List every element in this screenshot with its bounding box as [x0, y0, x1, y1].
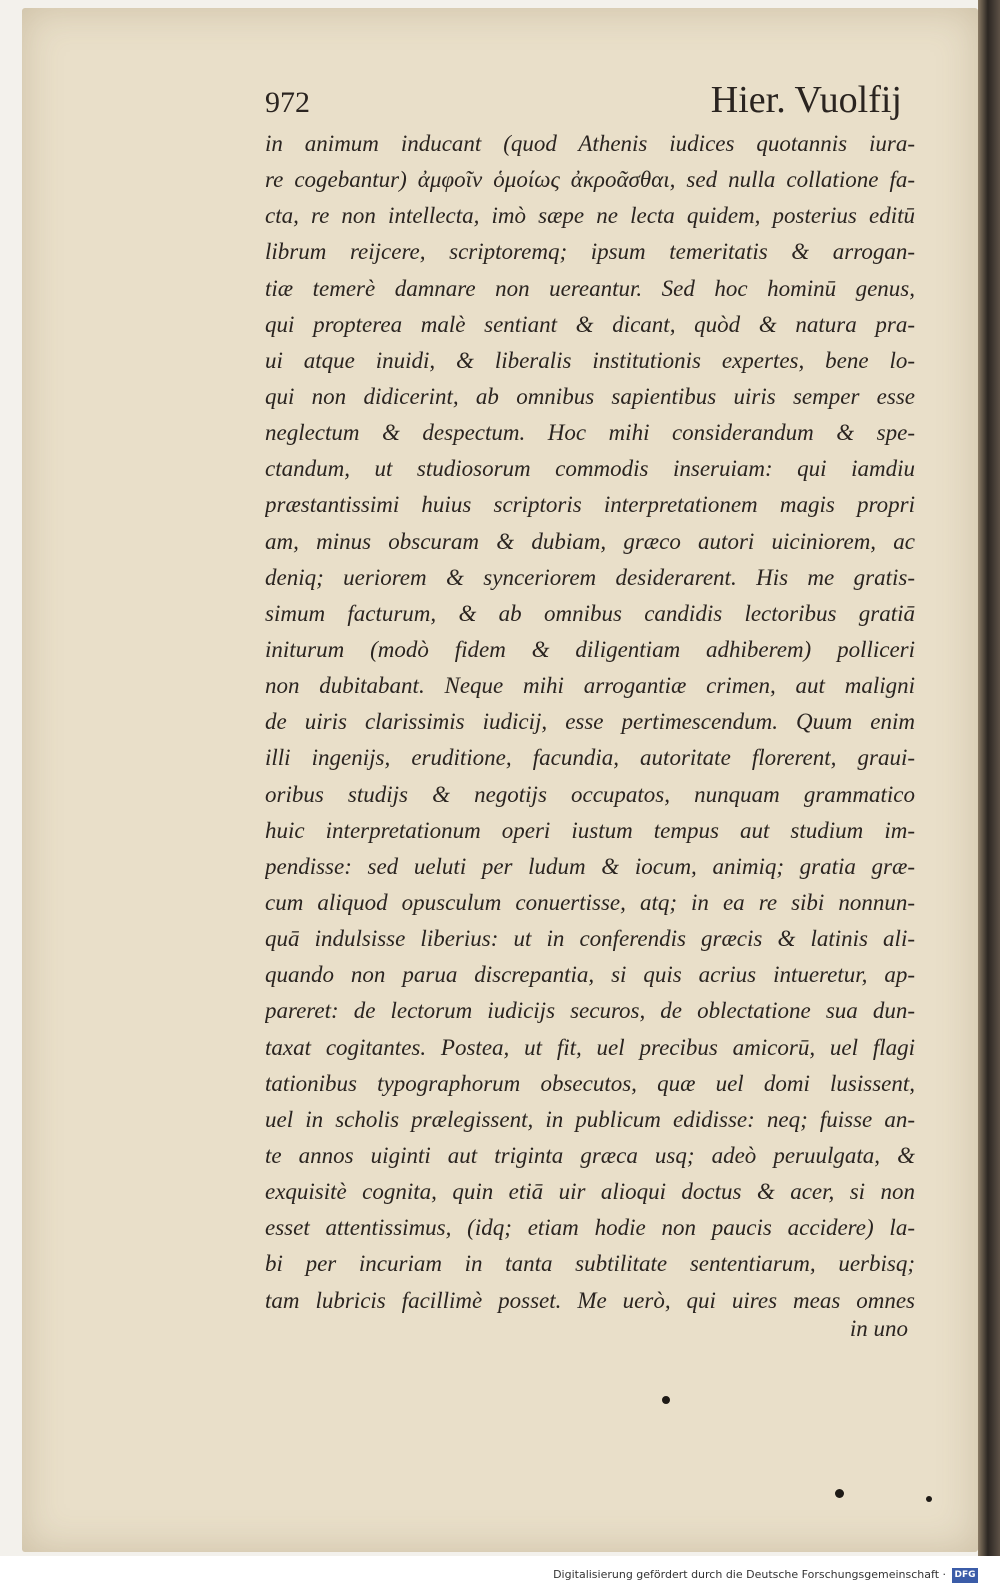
text-line: illi ingenijs, eruditione, facundia, autoritate florerent, graui-	[265, 745, 915, 771]
text-line: quando non parua discrepantia, si quis acrius intueretur, ap-	[265, 962, 915, 988]
page-number: 972	[265, 86, 310, 119]
running-head: Hier. Vuolfij	[710, 79, 902, 121]
text-line: de uiris clarissimis iudicij, esse pertimescendum. Quum enim	[265, 709, 915, 735]
body-text	[265, 126, 915, 1319]
text-line: simum facturum, & ab omnibus candidis lectoribus gratiā	[265, 600, 915, 626]
text-line: initurum (modò fidem & diligentiam adhiberem) polliceri	[265, 636, 915, 662]
ink-spot	[662, 1396, 670, 1404]
text-line: qui propterea malè sentiant & dicant, quòd & natura pra-	[265, 311, 915, 337]
text-line: ui atque inuidi, & liberalis institutionis expertes, bene lo-	[265, 347, 915, 373]
dfg-logo: DFG	[952, 1568, 978, 1583]
text-line: tiæ temerè damnare non uereantur. Sed hoc hominū genus,	[265, 275, 915, 301]
ink-spot	[835, 1489, 844, 1498]
text-line: præstantissimi huius scriptoris interpretationem magis propri	[265, 492, 915, 518]
text-line: in animum inducant (quod Athenis iudices quotannis iura-	[265, 131, 915, 156]
text-line: deniq; ueriorem & synceriorem desiderarent. His me gratis-	[265, 564, 915, 590]
text-line: huic interpretationum operi iustum tempus aut studium im-	[265, 817, 915, 843]
text-line: cum aliquod opusculum conuertisse, atq; in ea re sibi nonnun-	[265, 889, 915, 915]
book-binding-edge	[978, 0, 1000, 1556]
text-line: oribus studijs & negotijs occupatos, nunquam grammatico	[265, 781, 915, 807]
text-line: taxat cogitantes. Postea, ut fit, uel precibus amicorū, uel flagi	[265, 1034, 915, 1060]
text-line: neglectum & despectum. Hoc mihi considerandum & spe-	[265, 420, 915, 446]
text-line: esset attentissimus, (idq; etiam hodie non paucis accidere) la-	[265, 1215, 915, 1241]
text-line: ctandum, ut studiosorum commodis inseruiam: qui iamdiu	[265, 456, 915, 482]
text-line: bi per incuriam in tanta subtilitate sententiarum, uerbisq;	[265, 1251, 915, 1277]
page-header	[265, 78, 902, 126]
footer-credit: Digitalisierung gefördert durch die Deutsche Forschungsgemeinschaft ·	[553, 1568, 946, 1581]
text-line: am, minus obscuram & dubiam, græco autori uiciniorem, ac	[265, 528, 915, 554]
footer-bar	[0, 1556, 1000, 1592]
text-line: uel in scholis prælegissent, in publicum edidisse: neq; fuisse an-	[265, 1106, 915, 1132]
text-line: te annos uiginti aut triginta græca usq; adeò peruulgata, &	[265, 1142, 915, 1168]
text-line: tam lubricis facillimè posset. Me uerò, qui uires meas omnes	[265, 1287, 915, 1313]
text-line: exquisitè cognita, quin etiā uir alioqui doctus & acer, si non	[265, 1179, 915, 1205]
catchword: in uno	[849, 1316, 908, 1341]
text-line: pareret: de lectorum iudicijs securos, de oblectatione sua dun-	[265, 998, 915, 1024]
text-line: non dubitabant. Neque mihi arrogantiæ crimen, aut maligni	[265, 673, 915, 699]
text-line: librum reijcere, scriptoremq; ipsum temeritatis & arrogan-	[265, 239, 915, 265]
text-line: re cogebantur) ἀμφοῖν ὁμοίως ἀκροᾶσθαι, sed nulla collatione fa-	[265, 167, 915, 193]
text-line: qui non didicerint, ab omnibus sapientibus uiris semper esse	[265, 383, 915, 409]
text-line: pendisse: sed ueluti per ludum & iocum, animiq; gratia græ-	[265, 853, 915, 879]
text-line: cta, re non intellecta, imò sæpe ne lecta quidem, posterius editū	[265, 203, 915, 229]
ink-spot	[926, 1496, 932, 1502]
text-line: quā indulsisse liberius: ut in conferendis græcis & latinis ali-	[265, 926, 915, 952]
text-line: tationibus typographorum obsecutos, quæ uel domi lusissent,	[265, 1070, 915, 1096]
